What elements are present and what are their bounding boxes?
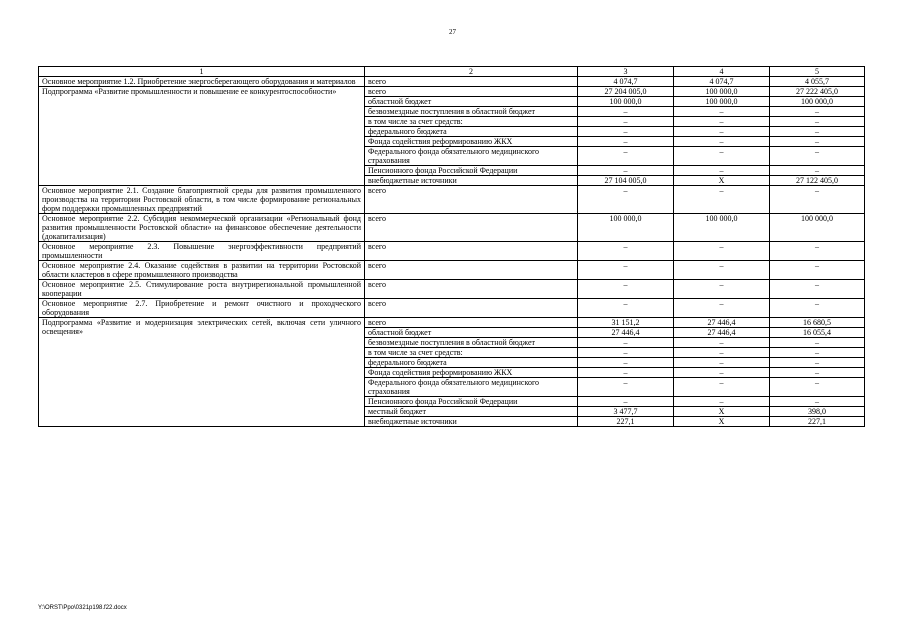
measure-name-cell: Основное мероприятие 2.4. Оказание содействия в развитии на территории Ростовской области кластеров в сфере промышленного производства [39, 261, 365, 280]
value-col5-cell: – [770, 147, 865, 166]
funding-source-cell: Федерального фонда обязательного медицинского страхования [365, 147, 578, 166]
funding-source-cell: всего [365, 87, 578, 97]
value-col3-cell: – [578, 261, 674, 280]
value-col5-cell: 16 055,4 [770, 328, 865, 338]
value-col5-cell: 27 122 405,0 [770, 176, 865, 186]
value-col3-cell: 100 000,0 [578, 214, 674, 242]
value-col4-cell: – [674, 261, 770, 280]
measure-name-cell: Основное мероприятие 2.2. Субсидия некоммерческой организации «Региональный фонд развития промышленности Ростовской области» на финансовое обеспечение деятельности (докапитализация) [39, 214, 365, 242]
value-col5-cell: – [770, 348, 865, 358]
funding-source-cell: Федерального фонда обязательного медицинского страхования [365, 378, 578, 397]
funding-source-cell: Пенсионного фонда Российской Федерации [365, 397, 578, 407]
value-col4-cell: – [674, 280, 770, 299]
measure-name-cell: Основное мероприятие 2.5. Стимулирование роста внутрирегиональной промышленной кооперации [39, 280, 365, 299]
value-col4-cell: – [674, 378, 770, 397]
table-header-row [39, 67, 865, 77]
value-col3-cell: – [578, 397, 674, 407]
value-col5-cell: – [770, 261, 865, 280]
funding-source-cell: внебюджетные источники [365, 176, 578, 186]
funding-source-cell: безвозмездные поступления в областной бюджет [365, 338, 578, 348]
value-col4-cell: – [674, 147, 770, 166]
value-col3-cell: 31 151,2 [578, 318, 674, 328]
value-col3-cell: 4 074,7 [578, 77, 674, 87]
funding-source-cell: Фонда содействия реформированию ЖКХ [365, 137, 578, 147]
value-col5-cell: – [770, 378, 865, 397]
page-number: 27 [449, 28, 456, 36]
value-col3-cell: – [578, 137, 674, 147]
value-col5-cell: 4 055,7 [770, 77, 865, 87]
value-col4-cell: 100 000,0 [674, 97, 770, 107]
value-col4-cell: – [674, 242, 770, 261]
table-row [39, 242, 865, 261]
header-cell: 4 [674, 67, 770, 77]
value-col5-cell: – [770, 107, 865, 117]
value-col3-cell: – [578, 127, 674, 137]
value-col3-cell: 27 446,4 [578, 328, 674, 338]
funding-source-cell: всего [365, 186, 578, 214]
value-col3-cell: 227,1 [578, 417, 674, 427]
value-col5-cell: – [770, 397, 865, 407]
value-col5-cell: – [770, 127, 865, 137]
value-col5-cell: – [770, 368, 865, 378]
value-col3-cell: – [578, 378, 674, 397]
funding-source-cell: Пенсионного фонда Российской Федерации [365, 166, 578, 176]
value-col3-cell: 100 000,0 [578, 97, 674, 107]
table-row [39, 214, 865, 242]
value-col4-cell: 4 074,7 [674, 77, 770, 87]
value-col4-cell: – [674, 127, 770, 137]
funding-source-cell: Фонда содействия реформированию ЖКХ [365, 368, 578, 378]
table-row [39, 318, 865, 328]
value-col3-cell: – [578, 242, 674, 261]
value-col3-cell: 27 204 005,0 [578, 87, 674, 97]
value-col5-cell: 398,0 [770, 407, 865, 417]
value-col3-cell: – [578, 166, 674, 176]
table-row [39, 186, 865, 214]
measure-name-cell: Подпрограмма «Развитие промышленности и повышение ее конкурентоспособности» [39, 87, 365, 186]
funding-source-cell: безвозмездные поступления в областной бюджет [365, 107, 578, 117]
funding-source-cell: всего [365, 261, 578, 280]
value-col3-cell: – [578, 107, 674, 117]
value-col4-cell: Х [674, 176, 770, 186]
file-path-footer: Y:\ORST\Ppo\0321p198.f22.docx [38, 605, 127, 611]
value-col3-cell: – [578, 348, 674, 358]
table-row [39, 280, 865, 299]
value-col4-cell: – [674, 166, 770, 176]
value-col4-cell: – [674, 299, 770, 318]
value-col4-cell: 100 000,0 [674, 214, 770, 242]
funding-source-cell: всего [365, 280, 578, 299]
value-col3-cell: – [578, 368, 674, 378]
value-col3-cell: – [578, 338, 674, 348]
value-col4-cell: – [674, 137, 770, 147]
value-col5-cell: 27 222 405,0 [770, 87, 865, 97]
value-col3-cell: – [578, 299, 674, 318]
measure-name-cell: Основное мероприятие 1.2. Приобретение энергосберегающего оборудования и материалов [39, 77, 365, 87]
table-row [39, 261, 865, 280]
value-col4-cell: – [674, 107, 770, 117]
value-col4-cell: – [674, 368, 770, 378]
funding-source-cell: областной бюджет [365, 328, 578, 338]
funding-source-cell: всего [365, 242, 578, 261]
funding-table [38, 66, 865, 427]
value-col3-cell: 27 104 005,0 [578, 176, 674, 186]
funding-source-cell: всего [365, 77, 578, 87]
value-col3-cell: – [578, 186, 674, 214]
table-row [39, 87, 865, 97]
value-col3-cell: 3 477,7 [578, 407, 674, 417]
value-col5-cell: – [770, 137, 865, 147]
value-col4-cell: Х [674, 407, 770, 417]
value-col3-cell: – [578, 147, 674, 166]
header-cell: 1 [39, 67, 365, 77]
value-col4-cell: – [674, 338, 770, 348]
value-col4-cell: 27 446,4 [674, 318, 770, 328]
value-col5-cell: 227,1 [770, 417, 865, 427]
funding-source-cell: в том числе за счет средств: [365, 117, 578, 127]
value-col4-cell: – [674, 186, 770, 214]
funding-source-cell: всего [365, 299, 578, 318]
funding-source-cell: в том числе за счет средств: [365, 348, 578, 358]
value-col4-cell: – [674, 397, 770, 407]
value-col5-cell: – [770, 117, 865, 127]
value-col4-cell: 27 446,4 [674, 328, 770, 338]
measure-name-cell: Подпрограмма «Развитие и модернизация электрических сетей, включая сети уличного освещения» [39, 318, 365, 427]
value-col5-cell: – [770, 186, 865, 214]
funding-source-cell: областной бюджет [365, 97, 578, 107]
header-cell: 3 [578, 67, 674, 77]
value-col5-cell: – [770, 299, 865, 318]
value-col5-cell: – [770, 166, 865, 176]
value-col5-cell: – [770, 280, 865, 299]
value-col4-cell: – [674, 348, 770, 358]
table-row [39, 77, 865, 87]
value-col4-cell: 100 000,0 [674, 87, 770, 97]
value-col5-cell: 100 000,0 [770, 97, 865, 107]
value-col5-cell: – [770, 338, 865, 348]
value-col4-cell: – [674, 358, 770, 368]
funding-source-cell: федерального бюджета [365, 127, 578, 137]
value-col3-cell: – [578, 358, 674, 368]
table-row [39, 299, 865, 318]
value-col3-cell: – [578, 280, 674, 299]
measure-name-cell: Основное мероприятие 2.1. Создание благоприятной среды для развития промышленного производства на территории Ростовской области, в том числе формирование региональных форм поддержки промышленных предприятий [39, 186, 365, 214]
funding-source-cell: федерального бюджета [365, 358, 578, 368]
measure-name-cell: Основное мероприятие 2.7. Приобретение и ремонт очистного и проходческого оборудования [39, 299, 365, 318]
header-cell: 5 [770, 67, 865, 77]
funding-source-cell: местный бюджет [365, 407, 578, 417]
value-col3-cell: – [578, 117, 674, 127]
funding-source-cell: всего [365, 214, 578, 242]
header-cell: 2 [365, 67, 578, 77]
value-col5-cell: 16 680,5 [770, 318, 865, 328]
value-col5-cell: – [770, 242, 865, 261]
value-col4-cell: Х [674, 417, 770, 427]
value-col5-cell: – [770, 358, 865, 368]
value-col4-cell: – [674, 117, 770, 127]
funding-source-cell: всего [365, 318, 578, 328]
value-col5-cell: 100 000,0 [770, 214, 865, 242]
measure-name-cell: Основное мероприятие 2.3. Повышение энергоэффективности предприятий промышленности [39, 242, 365, 261]
funding-source-cell: внебюджетные источники [365, 417, 578, 427]
